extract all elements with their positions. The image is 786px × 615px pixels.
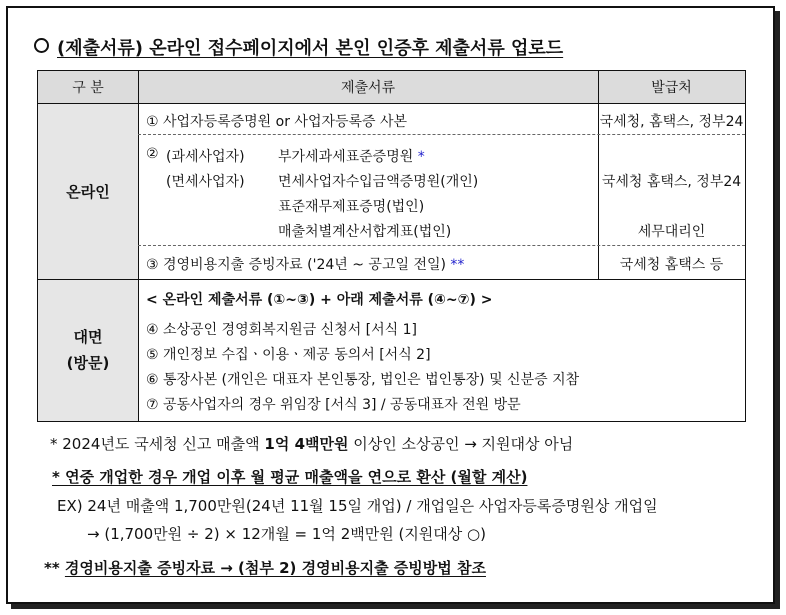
visit-doc-6: ⑥ 통장사본 (개인은 대표자 본인통장, 법인은 법인통장) 및 신분증 지참 (146, 372, 580, 388)
footnote-mark: ** (450, 257, 465, 273)
note-1-amount: 1억 4백만원 (264, 435, 349, 453)
visit-label: 대면 (73, 328, 103, 346)
online-doc-2b: 면세사업자수입금액증명원(개인) (278, 174, 479, 190)
header-documents (138, 71, 598, 103)
note-example-calc: → (1,700만원 ÷ 2) × 12개월 = 1억 2백만원 (지원대상 ○) (87, 525, 486, 543)
note-1-text: * 2024년도 국세청 신고 매출액 (50, 435, 265, 453)
header-issuer-label: 발급처 (651, 80, 692, 96)
header-issuer (598, 71, 745, 103)
online-label-cell (38, 103, 138, 279)
online-doc-1: ① 사업자등록증명원 or 사업자등록증 사본 (146, 114, 408, 130)
online-label: 온라인 (66, 182, 110, 201)
header-category (38, 71, 138, 103)
online-issuer-2-agent: 세무대리인 (637, 224, 706, 240)
visit-doc-4: ④ 소상공인 경영회복지원금 신청서 [서식 1] (146, 322, 418, 338)
note-revenue-threshold (50, 433, 573, 454)
online-issuer-1: 국세청, 홈택스, 정부24 (599, 114, 744, 130)
visit-doc-5: ⑤ 개인정보 수집ㆍ이용ㆍ제공 동의서 [서식 2] (146, 347, 431, 363)
dashed-divider (138, 245, 745, 246)
dashed-divider (138, 134, 745, 135)
section-title-text: (제출서류) 온라인 접수페이지에서 본인 인증후 제출서류 업로드 (57, 38, 564, 59)
online-doc-2c: 표준재무제표증명(법인) (278, 199, 425, 215)
divider (38, 103, 745, 104)
online-doc-2a-text: 부가세과세표준증명원 (278, 149, 414, 165)
header-category-label: 구 분 (72, 80, 104, 96)
note-annualization: * 연중 개업한 경우 개업 이후 월 평균 매출액을 연으로 환산 (월할 계산) (52, 468, 528, 486)
online-doc-2a (278, 146, 425, 166)
circle-bullet-icon (34, 38, 49, 53)
business-type-exempt: (면세사업자) (166, 174, 245, 190)
visit-sublabel: (방문) (66, 354, 110, 372)
note-5-mark: ** (44, 559, 65, 577)
footnote-mark: * (417, 149, 425, 165)
online-doc-2-number: ② (146, 146, 159, 162)
online-issuer-2: 국세청 홈택스, 정부24 (601, 174, 742, 190)
note-5-text: 경영비용지출 증빙자료 → (첨부 2) 경영비용지출 증빙방법 참조 (64, 559, 486, 577)
divider (138, 71, 139, 421)
online-doc-2d: 매출처별계산서합계표(법인) (278, 224, 452, 240)
online-doc-3 (146, 254, 464, 274)
online-issuer-3: 국세청 홈택스 등 (619, 257, 724, 273)
divider (38, 279, 745, 280)
visit-label-cell (38, 279, 138, 421)
documents-table (37, 70, 746, 422)
note-expense-proof (44, 557, 486, 578)
note-1-result: 이상인 소상공인 → 지원대상 아님 (348, 435, 574, 453)
visit-doc-7: ⑦ 공동사업자의 경우 위임장 [서식 3] / 공동대표자 전원 방문 (146, 397, 521, 413)
section-title (34, 34, 563, 60)
business-type-taxable: (과세사업자) (166, 149, 245, 165)
header-documents-label: 제출서류 (340, 80, 396, 96)
visit-heading: < 온라인 제출서류 (①~③) + 아래 제출서류 (④~⑦) > (146, 292, 493, 308)
online-doc-3-text: ③ 경영비용지출 증빙자료 ('24년 ~ 공고일 전일) (146, 257, 446, 273)
note-example: EX) 24년 매출액 1,700만원(24년 11월 15일 개업) / 개업일은 사업자등록증명원상 개업일 (57, 497, 658, 515)
